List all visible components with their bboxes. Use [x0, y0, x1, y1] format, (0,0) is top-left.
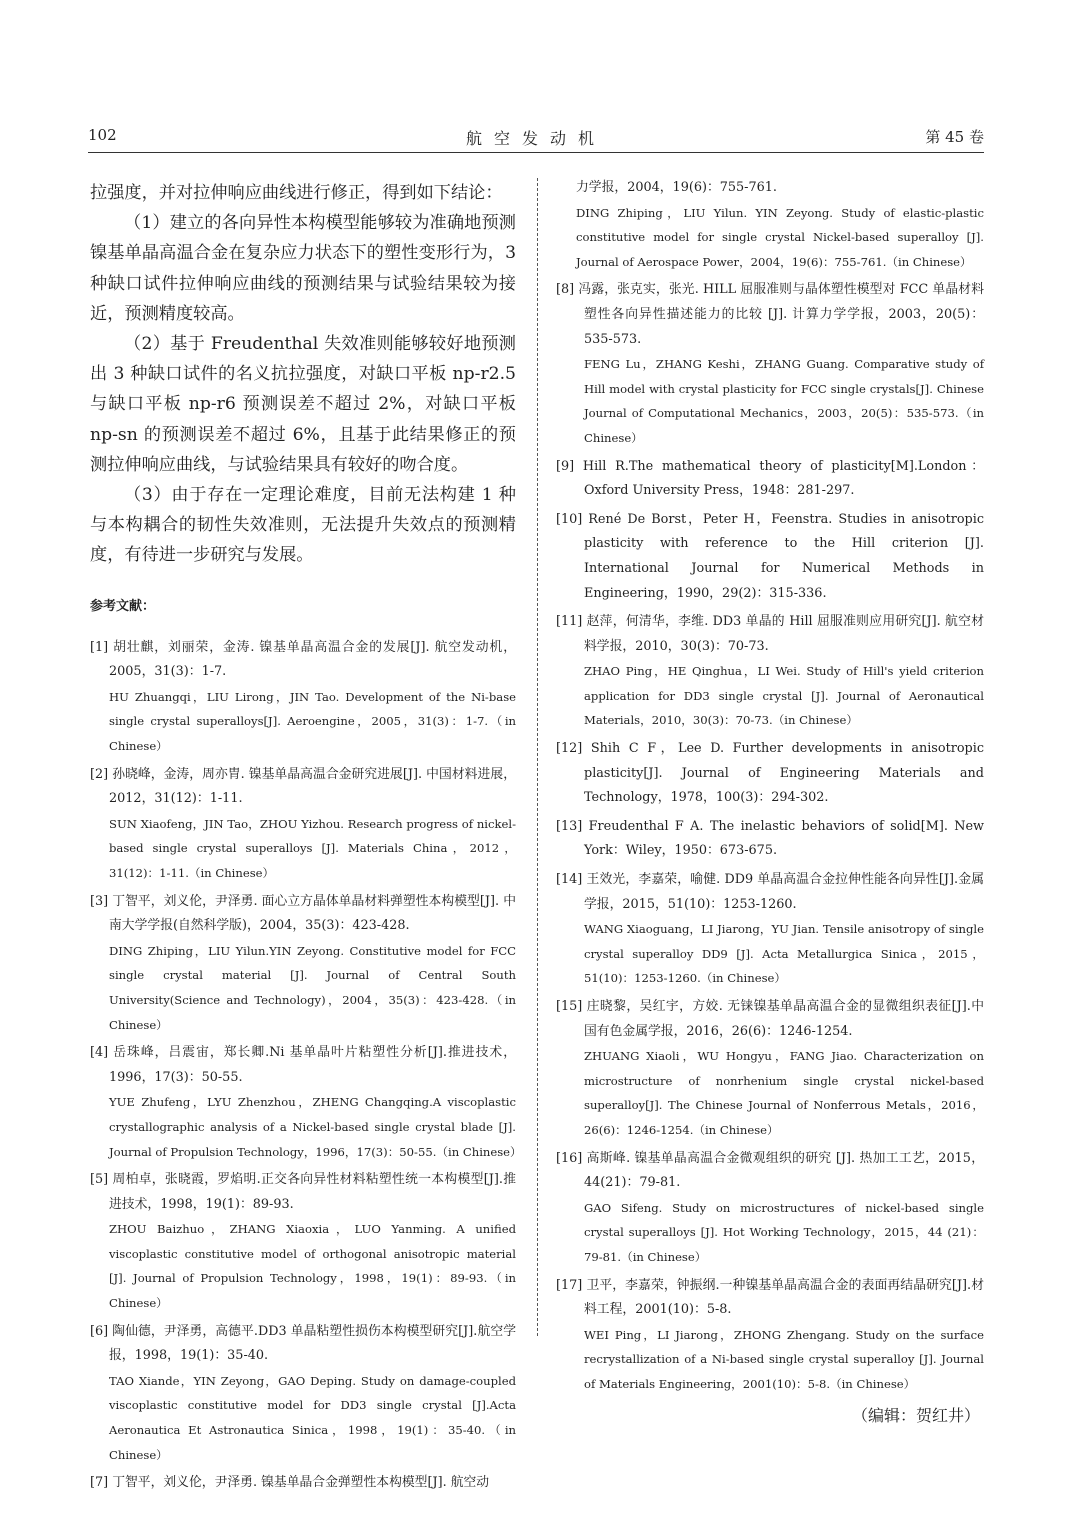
page-number: 102 [88, 126, 117, 144]
right-column [556, 176, 984, 1426]
journal-title: 航空发动机 [465, 129, 606, 148]
reference-citation: [9] Hill R.The mathematical theory of plasticity[M].London：Oxford University Press，1948：281-297. [556, 458, 984, 499]
reference-english: HU Zhuangqi，LIU Lirong，JIN Tao. Development of the Ni-base single crystal superalloys[J]. Aeroengine，2005，31(3)：1-7.（in Chinese） [109, 689, 516, 754]
reference-item [556, 737, 984, 811]
reference-english: ZHOU Baizhuo，ZHANG Xiaoxia，LUO Yanming. A unified viscoplastic constitutive model of orthogonal anisotropic material [J]. Journal of Propulsion Technology，1998，19(1)：89-93.（in Chinese） [109, 1222, 516, 1311]
reference-english: SUN Xiaofeng，JIN Tao，ZHOU Yizhou. Research progress of nickel-based single crystal superalloys [J]. Materials China，2012，31(12)：1-11.（in Chinese） [109, 816, 516, 880]
running-header [88, 126, 984, 153]
reference-7-english: DING Zhiping，LIU Yilun. YIN Zeyong. Study of elastic-plastic constitutive model for single crystal Nickel-based superalloy [J]. Journal of Aerospace Power，2004，19(6)：755-761.（in Chinese） [576, 205, 984, 269]
reference-item [556, 455, 984, 504]
reference-english: FENG Lu，ZHANG Keshi，ZHANG Guang. Comparative study of Hill model with crystal plasticity for FCC single crystals[J]. Chinese Journal of Computational Mechanics，2003，20(5)：535-573.（in Chinese） [584, 357, 984, 445]
reference-english: GAO Sifeng. Study on microstructures of nickel-based single crystal superalloys [J]. Hot Working Technology，2015，44 (21)：79-81.（in Chinese） [584, 1200, 984, 1264]
conclusion-2: （2）基于 Freudenthal 失效准则能够较好地预测出 3 种缺口试件的名义抗拉强度，对缺口平板 np-r2.5 与缺口平板 np-r6 预测误差不超过 2%，对缺口平板 np-sn 的预测误差不超过 6%，且基于此结果修正的预测拉伸响应曲线，与试验结果具有较好的吻合度。 [90, 334, 516, 475]
references-heading: 参考文献： [90, 598, 156, 614]
reference-citation: [5] 周柏卓，张晓霞，罗焰明.正交各向异性材料粘塑性统一本构模型[J].推进技术，1998，19(1)：89-93. [90, 1172, 516, 1212]
reference-7-continuation: 力学报，2004，19(6)：755-761. [576, 180, 778, 195]
reference-item [556, 995, 984, 1143]
reference-english: WEI Ping，LI Jiarong，ZHONG Zhengang. Study on the surface recrystallization of a Ni-based single crystal superalloy [J]. Journal of Materials Engineering，2001(10)：5-8.（in Chinese） [584, 1327, 984, 1391]
reference-citation: [13] Freudenthal F A. The inelastic behaviors of solid[M]. New York：Wiley，1950：673-675. [556, 818, 984, 859]
reference-english: ZHAO Ping，HE Qinghua，LI Wei. Study of Hill's yield criterion application for DD3 single crystal [J]. Journal of Aeronautical Materials，2010，30(3)：70-73.（in Chinese） [584, 664, 984, 728]
references-list-left [90, 636, 522, 1496]
reference-citation: [10] René De Borst，Peter H，Feenstra. Studies in anisotropic plasticity with reference to the Hill criterion [J]. International Journal for Numerical Methods in Engineering，1990，29(2)：315-336. [556, 511, 984, 601]
editor-credit: （编辑：贺红井） [851, 1405, 980, 1425]
reference-item [90, 763, 516, 886]
column-divider [537, 178, 538, 1336]
reference-item [90, 1320, 516, 1468]
reference-english: YUE Zhufeng，LYU Zhenzhou，ZHENG Changqing.A viscoplastic crystallographic analysis of a Nickel-based single crystal blade [J]. Journal of Propulsion Technology，1996，17(3)：50-55.（in Chinese） [109, 1095, 522, 1159]
reference-citation: [15] 庄晓黎，吴红宇，方姣. 无铼镍基单晶高温合金的显微组织表征[J].中国有色金属学报，2016，26(6)：1246-1254. [556, 999, 984, 1039]
reference-item [90, 890, 516, 1038]
reference-item [556, 508, 984, 606]
conclusion-3: （3）由于存在一定理论难度，目前无法构建 1 种与本构耦合的韧性失效准则，无法提升失效点的预测精度，有待进一步研究与发展。 [90, 485, 516, 566]
reference-item [90, 1471, 516, 1496]
reference-citation: [2] 孙晓峰，金涛，周亦胄. 镍基单晶高温合金研究进展[J]. 中国材料进展，2012，31(12)：1-11. [90, 766, 516, 807]
reference-english: WANG Xiaoguang，LI Jiarong，YU Jian. Tensile anisotropy of single crystal superalloy DD9 [J]. Acta Metallurgica Sinica，2015，51(10)：1253-1260.（in Chinese） [584, 922, 984, 986]
reference-item [556, 868, 984, 991]
reference-english: ZHUANG Xiaoli，WU Hongyu，FANG Jiao. Characterization on microstructure of nonrhenium single crystal nickel-based superalloy[J]. The Chinese Journal of Nonferrous Metals，2016，26(6)：1246-1254.（in Chinese） [584, 1049, 984, 1137]
reference-item [556, 1274, 984, 1397]
reference-item [556, 278, 984, 450]
reference-item [90, 1168, 516, 1316]
reference-citation: [1] 胡壮麒，刘丽荣，金涛. 镍基单晶高温合金的发展[J]. 航空发动机，2005，31(3)：1-7. [90, 639, 516, 680]
reference-citation: [6] 陶仙德，尹泽勇，高德平.DD3 单晶粘塑性损伤本构模型研究[J].航空学报，1998，19(1)：35-40. [90, 1323, 516, 1364]
volume-label: 第 45 卷 [925, 128, 984, 146]
reference-item [556, 815, 984, 864]
reference-citation: [7] 丁智平，刘义伦，尹泽勇. 镍基单晶合金弹塑性本构模型[J]. 航空动 [90, 1475, 490, 1491]
conclusion-1: （1）建立的各向异性本构模型能够较为准确地预测镍基单晶高温合金在复杂应力状态下的塑性变形行为，3 种缺口试件拉伸响应曲线的预测结果与试验结果较为接近，预测精度较高。 [90, 213, 516, 324]
reference-citation: [11] 赵萍，何清华，李维. DD3 单晶的 Hill 屈服准则应用研究[J]. 航空材料学报，2010，30(3)：70-73. [556, 614, 984, 654]
reference-item [90, 636, 516, 759]
reference-citation: [17] 卫平，李嘉荣，钟振纲.一种镍基单晶高温合金的表面再结晶研究[J].材料工程，2001(10)：5-8. [556, 1277, 984, 1318]
reference-citation: [3] 丁智平，刘义伦，尹泽勇. 面心立方晶体单晶材料弹塑性本构模型[J]. 中南大学学报(自然科学版)，2004，35(3)：423-428. [90, 893, 516, 934]
reference-citation: [16] 高斯峰. 镍基单晶高温合金微观组织的研究 [J]. 热加工工艺，2015，44(21)：79-81. [556, 1150, 984, 1191]
reference-item [556, 610, 984, 733]
reference-item [90, 1041, 522, 1164]
references-list-right [556, 278, 984, 1396]
reference-citation: [12] Shih C F，Lee D. Further developments in anisotropic plasticity[J]. Journal of Engineering Materials and Technology，1978，100(3)：294-302. [556, 741, 984, 806]
reference-citation: [4] 岳珠峰，吕震宙，郑长卿.Ni 基单晶叶片粘塑性分析[J].推进技术，1996，17(3)：50-55. [90, 1045, 516, 1085]
left-column [90, 178, 522, 1500]
reference-citation: [14] 王效光，李嘉荣，喻健. DD9 单晶高温合金拉伸性能各向异性[J].金属学报，2015，51(10)：1253-1260. [556, 872, 984, 912]
intro-paragraph: 拉强度，并对拉伸响应曲线进行修正，得到如下结论： [90, 183, 503, 203]
reference-english: DING Zhiping，LIU Yilun.YIN Zeyong. Constitutive model for FCC single crystal material [J]. Journal of Central South University(Science and Technology)，2004，35(3)：423-428.（in Chinese） [109, 943, 516, 1032]
reference-citation: [8] 冯露，张克实，张光. HILL 屈服准则与晶体塑性模型对 FCC 单晶材料塑性各向异性描述能力的比较 [J]. 计算力学学报，2003，20(5)：535-573. [556, 282, 984, 347]
reference-item [556, 1147, 984, 1270]
reference-english: TAO Xiande，YIN Zeyong，GAO Deping. Study on damage-coupled viscoplastic constitutive model for DD3 single crystal [J].Acta Aeronautica Et Astronautica Sinica，1998，19(1)：35-40.（in Chinese） [109, 1373, 516, 1462]
